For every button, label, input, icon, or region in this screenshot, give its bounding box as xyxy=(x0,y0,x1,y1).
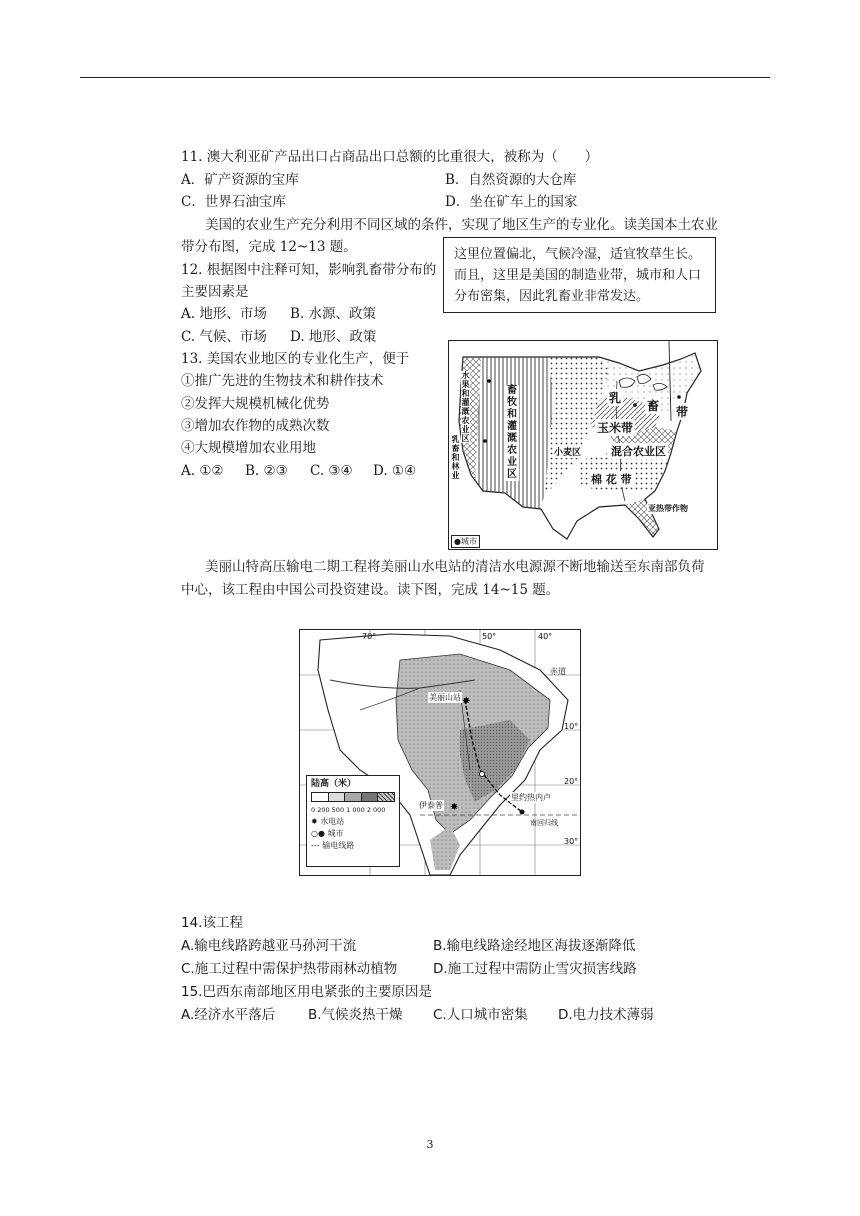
q11-option-c: C．世界石油宝库 xyxy=(181,194,286,210)
us-agriculture-map xyxy=(448,340,718,550)
brazil-map xyxy=(299,629,581,876)
q13-statement-3: ③增加农作物的成熟次数 xyxy=(181,418,330,434)
q13-statement-2: ②发挥大规模机械化优势 xyxy=(181,396,330,412)
q13-statement-4: ④大规模增加农业用地 xyxy=(181,440,316,456)
q11-stem: 11. 澳大利亚矿产品出口占商品出口总额的比重很大，被称为（ ） xyxy=(181,149,599,165)
intro2-line1: 美丽山特高压输电二期工程将美丽山水电站的清洁水电源源不断地输送至东南部负荷 xyxy=(205,559,705,575)
brazil-map-legend xyxy=(306,775,400,867)
us-map-label-dairy-3: 带 xyxy=(676,405,689,419)
page-number: 3 xyxy=(426,1138,434,1151)
q14-option-d: D.施工过程中需防止雪灾损害线路 xyxy=(433,961,637,977)
legend-title: 陆高（米） xyxy=(311,779,357,789)
tropic-label: 南回归线 xyxy=(530,819,558,827)
us-map-label-subtropical: 亚热带作物 xyxy=(648,504,688,513)
q13-option-a: A. ①② xyxy=(181,463,224,479)
us-map-label-west-fruit: 水果和灌溉农业区 xyxy=(461,371,470,443)
us-map-label-ranching: 畜牧和灌溉农业区 xyxy=(507,385,517,480)
elevation-band-0 xyxy=(312,793,329,801)
legend-city-label: 城市 xyxy=(327,829,344,838)
intro1-line2: 带分布图，完成 12~13 题。 xyxy=(181,239,357,255)
lat-20-label: 20° xyxy=(564,777,579,786)
us-map-label-wheat: 小麦区 xyxy=(553,445,582,458)
legend-hydro-label: 水电站 xyxy=(320,817,345,826)
elevation-scale xyxy=(311,792,395,802)
q15-option-d: D.电力技术薄弱 xyxy=(558,1007,654,1023)
q12-stem-line1: 12. 根据图中注释可知，影响乳畜带分布的 xyxy=(181,262,437,278)
q12-stem-line2: 主要因素是 xyxy=(181,284,249,300)
q15-option-a: A.经济水平落后 xyxy=(181,1007,276,1023)
intro1-line1: 美国的农业生产充分利用不同区域的条件，实现了地区生产的专业化。读美国本土农业 xyxy=(205,217,718,233)
q13-stem: 13. 美国农业地区的专业化生产，便于 xyxy=(181,351,410,367)
us-map-callout: 这里位置偏北，气候冷湿，适宜牧草生长。而且，这里是美国的制造业带，城市和人口分布密集，因此乳畜业非常发达。 xyxy=(443,237,716,313)
us-map-graphic xyxy=(449,341,717,549)
elevation-band-1000 xyxy=(362,793,379,801)
hydro-station-icon: ✸ xyxy=(311,817,321,826)
dashed-line-icon: --- xyxy=(311,841,323,850)
svg-text:✸: ✸ xyxy=(462,696,471,707)
q13-statement-1: ①推广先进的生物技术和耕作技术 xyxy=(181,373,384,389)
svg-text:✸: ✸ xyxy=(450,802,459,813)
lon-70-label: 70° xyxy=(362,632,377,641)
lat-30-label: 30° xyxy=(564,837,579,846)
itaipu-label: 伊泰普 xyxy=(419,801,443,810)
q15-option-c: C.人口城市密集 xyxy=(433,1007,528,1023)
us-map-label-dairy-2: 畜 xyxy=(647,399,660,413)
belo-monte-label: 美丽山站 xyxy=(429,693,461,702)
q13-option-c: C. ③④ xyxy=(310,463,353,479)
city-circle-icon: ○● xyxy=(311,829,328,838)
header-rule xyxy=(80,77,770,78)
q12-option-a: A. 地形、市场 xyxy=(181,306,267,322)
us-map-label-west-dairy: 乳畜和林业 xyxy=(451,435,460,480)
rio-label: 里约热内卢 xyxy=(511,793,551,802)
us-map-legend-city: 城市 xyxy=(460,537,477,546)
elevation-band-200 xyxy=(329,793,346,801)
q12-option-d: D. 地形、政策 xyxy=(290,329,377,345)
city-dot-icon: ● xyxy=(454,537,461,546)
lat-10-label: 10° xyxy=(564,722,579,731)
us-map-label-corn-belt: 玉米带 xyxy=(597,421,634,435)
q11-option-a: A．矿产资源的宝库 xyxy=(181,172,299,188)
lon-50-label: 50° xyxy=(482,632,497,641)
q15-stem: 15.巴西东南部地区用电紧张的主要原因是 xyxy=(181,984,432,1000)
q13-option-b: B. ②③ xyxy=(245,463,288,479)
us-map-legend xyxy=(451,535,480,548)
q12-option-b: B. 水源、政策 xyxy=(290,306,377,322)
q13-option-d: D. ①④ xyxy=(373,463,417,479)
q11-option-d: D．坐在矿车上的国家 xyxy=(445,194,578,210)
us-map-label-cotton: 棉 花 带 xyxy=(591,473,632,486)
elevation-band-500 xyxy=(345,793,362,801)
legend-row-hydro xyxy=(311,816,395,828)
q11-option-b: B．自然资源的大仓库 xyxy=(445,172,577,188)
q14-option-a: A.输电线路跨越亚马孙河干流 xyxy=(181,938,357,954)
q12-option-c: C. 气候、市场 xyxy=(181,329,267,345)
us-map-label-mixed: 混合农业区 xyxy=(611,445,666,458)
legend-row-line xyxy=(311,840,395,852)
q14-option-b: B.输电线路途经地区海拔逐渐降低 xyxy=(433,938,636,954)
q14-option-c: C.施工过程中需保护热带雨林动植物 xyxy=(181,961,398,977)
equator-label: 赤道 xyxy=(550,667,566,676)
q14-stem: 14.该工程 xyxy=(181,915,243,931)
legend-ticks: 0 200 500 1 000 2 000 xyxy=(311,806,386,814)
legend-line-label: 输电线路 xyxy=(322,841,355,850)
intro2-line2: 中心，该工程由中国公司投资建设。读下图，完成 14~15 题。 xyxy=(181,582,560,598)
lon-40-label: 40° xyxy=(538,632,553,641)
us-map-label-dairy-1: 乳 xyxy=(609,391,622,405)
legend-row-city xyxy=(311,828,395,840)
q15-option-b: B.气候炎热干燥 xyxy=(308,1007,403,1023)
elevation-band-2000 xyxy=(378,793,394,801)
